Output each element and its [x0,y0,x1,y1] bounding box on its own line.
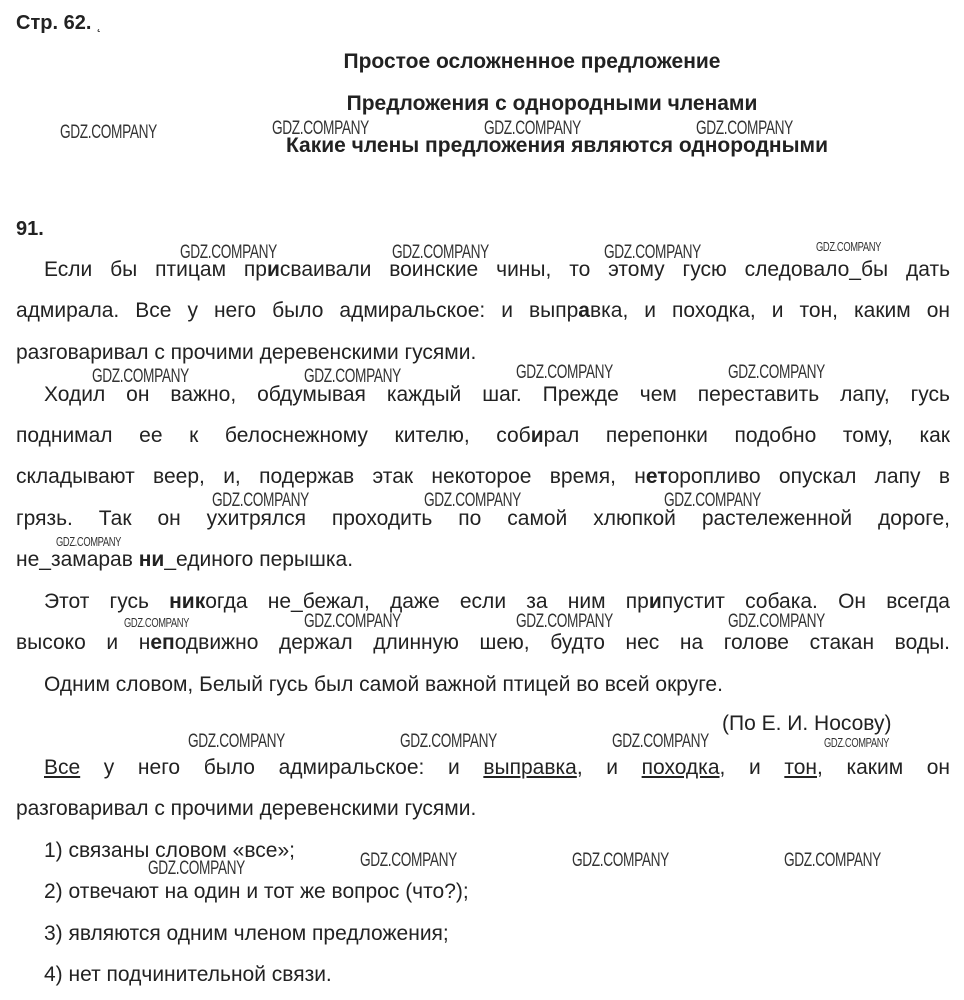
watermark: GDZ.COMPANY [304,366,401,387]
point-1: 1) связаны словом «все»; [44,839,295,862]
source-attribution: (По Е. И. Носову) [722,712,892,735]
watermark: GDZ.COMPANY [124,615,190,630]
watermark: GDZ.COMPANY [816,239,882,254]
watermark: GDZ.COMPANY [272,118,369,139]
text-line-3: разговаривал с прочими деревенскими гусями. [16,341,477,364]
watermark: GDZ.COMPANY [360,850,457,871]
heading-topic: Простое осложненное предложение [343,50,721,73]
watermark: GDZ.COMPANY [572,850,669,871]
watermark: GDZ.COMPANY [92,366,189,387]
watermark: GDZ.COMPANY [612,731,709,752]
watermark: GDZ.COMPANY [484,118,581,139]
text-line-1: Если бы птицам присваивали воинские чины, то этому гусю следовало_бы дать [44,258,951,281]
watermark: GDZ.COMPANY [728,362,825,383]
text-line-6: складывают веер, и, подержав этак некоторое время, неторопливо опускал лапу в [16,465,950,488]
point-2: 2) отвечают на один и тот же вопрос (что?); [44,880,469,903]
text-line-9: Этот гусь никогда не_бежал, даже если за ним припустит собака. Он всегда [44,590,950,613]
text-line-10: высоко и неподвижно держал длинную шею, будто нес на голове стакан воды. [16,631,951,654]
text-line-4: Ходил он важно, обдумывая каждый шаг. Прежде чем переставить лапу, гусь [44,383,950,406]
analysis-line-2: разговаривал с прочими деревенскими гусями. [16,797,477,820]
heading-subtopic: Предложения с однородными членами [346,92,758,115]
watermark: GDZ.COMPANY [148,858,245,879]
watermark: GDZ.COMPANY [212,490,309,511]
watermark: GDZ.COMPANY [728,611,825,632]
watermark: GDZ.COMPANY [188,731,285,752]
watermark: GDZ.COMPANY [424,490,521,511]
exercise-number: 91. [16,218,44,240]
watermark: GDZ.COMPANY [56,534,122,549]
underlined-homogeneous-2: походка [641,756,720,779]
text-line-5: поднимал ее к белоснежному кителю, собирал перепонки подобно тому, как [16,424,950,447]
text-line-8: не_замарав ни_единого перышка. [16,548,354,571]
watermark: GDZ.COMPANY [784,850,881,871]
watermark: GDZ.COMPANY [696,118,793,139]
watermark: GDZ.COMPANY [304,611,401,632]
watermark: GDZ.COMPANY [664,490,761,511]
watermark: GDZ.COMPANY [180,242,277,263]
underlined-homogeneous-3: тон [784,756,817,779]
underlined-homogeneous-1: выправка [483,756,577,779]
underlined-subject: Все [44,756,81,779]
watermark: GDZ.COMPANY [400,731,497,752]
watermark: GDZ.COMPANY [604,242,701,263]
watermark: GDZ.COMPANY [60,122,157,143]
page-label-mark: ˛ [96,16,102,32]
analysis-line-1: Все у него было адмиральское: и выправка, и походка, и тон, каким он [44,756,951,779]
point-3: 3) являются одним членом предложения; [44,922,449,945]
text-line-2: адмирала. Все у него было адмиральское: и выправка, и походка, и тон, каким он [16,299,951,322]
text-line-7: грязь. Так он ухитрялся проходить по самой хлюпкой растележенной дороге, [16,507,950,530]
watermark: GDZ.COMPANY [824,735,890,750]
heading-question: Какие члены предложения являются однородными [285,134,828,157]
point-4: 4) нет подчинительной связи. [44,963,332,986]
watermark: GDZ.COMPANY [516,362,613,383]
watermark: GDZ.COMPANY [392,242,489,263]
page-label: Стр. 62. ˛ [16,12,102,34]
text-line-11: Одним словом, Белый гусь был самой важной птицей во всей округе. [44,673,723,696]
watermark: GDZ.COMPANY [516,611,613,632]
